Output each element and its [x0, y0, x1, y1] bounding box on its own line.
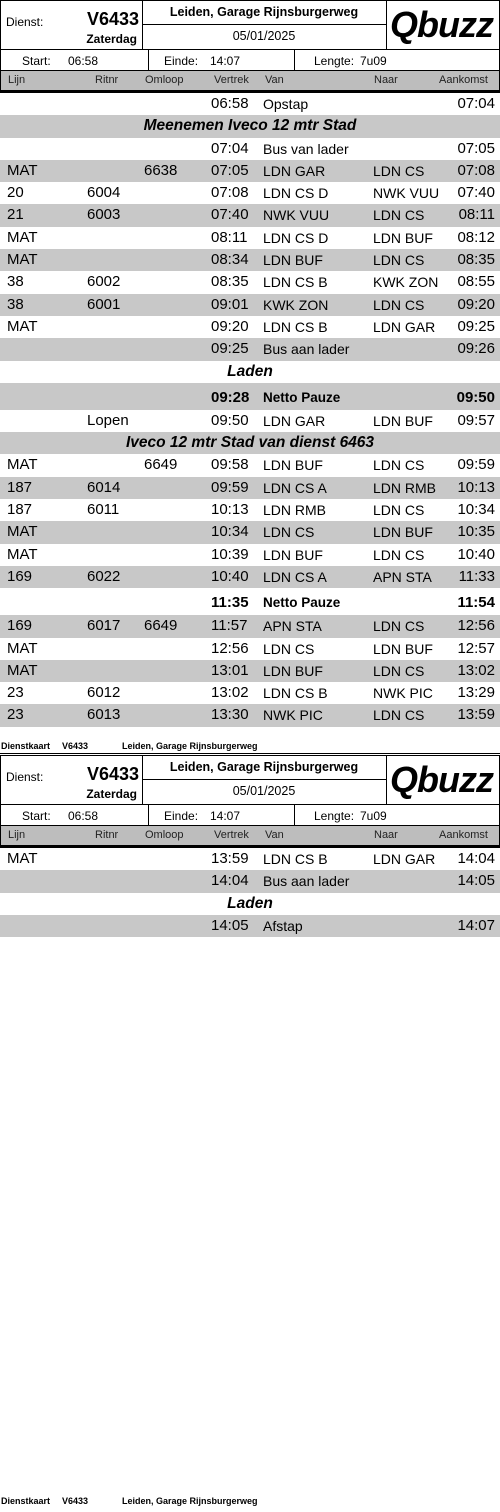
- section-title: Laden: [227, 362, 273, 380]
- duty-id-cell: [1, 1, 143, 49]
- einde-time: 14:07: [210, 54, 241, 68]
- col-aankomst: Aankomst: [439, 829, 488, 841]
- pause-label: Netto Pauze: [263, 389, 341, 405]
- dienst-label: Dienst:: [6, 15, 44, 29]
- cell-aankomst: 09:25: [457, 317, 495, 335]
- start-time: 06:58: [68, 809, 99, 823]
- section-title: Laden: [227, 894, 273, 912]
- duty-times-bar: [0, 805, 500, 826]
- cell-naar: NWK VUU: [373, 185, 440, 202]
- cell-lijn: MAT: [7, 251, 38, 269]
- cell-van: LDN BUF: [263, 662, 323, 679]
- cell-lijn: MAT: [7, 317, 38, 335]
- cell-naar: APN STA: [373, 568, 432, 585]
- col-van: Van: [265, 829, 284, 841]
- cell-van: LDN GAR: [263, 412, 326, 429]
- duty-times-bar: [0, 50, 500, 71]
- cell-aankomst: 07:40: [457, 184, 495, 202]
- cell-ritnr: 6012: [87, 684, 121, 702]
- location-date-cell: [142, 1, 387, 49]
- trip-row: [0, 93, 500, 115]
- cell-vertrek: 08:11: [211, 228, 248, 246]
- trip-row: [0, 249, 500, 271]
- cell-vertrek: 08:34: [211, 251, 249, 269]
- cell-naar: LDN GAR: [373, 318, 436, 335]
- cell-aankomst: 10:34: [457, 501, 495, 519]
- duty-card-page-1: [0, 0, 500, 740]
- cell-vertrek: 09:01: [211, 295, 249, 313]
- pause-end: 11:54: [457, 594, 495, 612]
- cell-aankomst: 13:59: [457, 706, 495, 724]
- duty-date: 05/01/2025: [232, 784, 296, 798]
- trip-row: [0, 638, 500, 660]
- cell-van: Afstap: [263, 917, 303, 934]
- cell-vertrek: 08:35: [211, 273, 249, 291]
- cell-ritnr: Lopen: [87, 411, 129, 429]
- trip-row: [0, 204, 500, 226]
- footer-location: Leiden, Garage Rijnsburgerweg: [122, 741, 258, 751]
- einde-label: Einde:: [164, 809, 199, 823]
- cell-lijn: 169: [7, 617, 33, 635]
- cell-vertrek: 13:59: [211, 850, 249, 867]
- cell-lijn: 23: [7, 706, 24, 724]
- lengte-value: 7u09: [360, 809, 387, 823]
- cell-naar: KWK ZON: [373, 274, 439, 291]
- cell-aankomst: 08:11: [458, 206, 495, 224]
- location-date-cell: [142, 756, 387, 804]
- cell-van: Bus van lader: [263, 140, 349, 157]
- cell-ritnr: 6003: [87, 206, 121, 224]
- cell-naar: LDN BUF: [373, 640, 433, 657]
- trip-row: [0, 499, 500, 521]
- trip-row: [0, 870, 500, 892]
- cell-van: Bus aan lader: [263, 873, 350, 890]
- einde-time: 14:07: [210, 809, 241, 823]
- cell-aankomst: 12:57: [457, 639, 495, 657]
- duty-date: 05/01/2025: [232, 29, 296, 43]
- cell-aankomst: 07:04: [457, 95, 495, 112]
- section-header: [0, 115, 500, 137]
- trip-row: [0, 410, 500, 432]
- cell-vertrek: 13:01: [211, 661, 249, 679]
- col-ritnr: Ritnr: [95, 74, 119, 86]
- cell-van: LDN CS: [263, 524, 315, 541]
- cell-aankomst: 13:29: [457, 684, 495, 702]
- column-header: [0, 71, 500, 91]
- cell-van: LDN CS B: [263, 274, 328, 291]
- cell-van: NWK VUU: [263, 207, 330, 224]
- start-time: 06:58: [68, 54, 99, 68]
- cell-vertrek: 07:05: [211, 161, 249, 179]
- cell-ritnr: 6002: [87, 273, 121, 291]
- cell-aankomst: 08:35: [457, 251, 495, 269]
- cell-van: LDN CS A: [263, 568, 327, 585]
- dienst-code: V6433: [86, 764, 139, 784]
- cell-omloop: 6638: [144, 161, 178, 179]
- trip-row: [0, 160, 500, 182]
- cell-aankomst: 09:57: [457, 411, 495, 429]
- cell-lijn: MAT: [7, 456, 38, 474]
- cell-vertrek: 07:04: [211, 139, 249, 157]
- cell-van: LDN BUF: [263, 252, 323, 269]
- cell-naar: LDN BUF: [373, 229, 433, 246]
- cell-naar: LDN CS: [373, 618, 425, 635]
- cell-lijn: 38: [7, 295, 24, 313]
- cell-van: LDN CS: [263, 640, 315, 657]
- cell-naar: NWK PIC: [373, 685, 433, 702]
- cell-van: LDN CS B: [263, 851, 328, 867]
- cell-vertrek: 09:58: [211, 456, 249, 474]
- trip-row: [0, 848, 500, 870]
- cell-van: LDN CS B: [263, 318, 328, 335]
- trip-row: [0, 477, 500, 499]
- cell-van: Bus aan lader: [263, 341, 350, 358]
- qbuzz-logo: Qbuzz: [390, 759, 493, 800]
- footer-code: V6433: [62, 741, 89, 751]
- footer-label: Dienstkaart: [1, 1496, 51, 1506]
- cell-aankomst: 14:05: [457, 872, 495, 890]
- col-ritnr: Ritnr: [95, 829, 119, 841]
- start-label: Start:: [22, 54, 51, 68]
- section-header: [0, 361, 500, 383]
- cell-naar: LDN BUF: [373, 524, 433, 541]
- cell-vertrek: 09:25: [211, 340, 249, 358]
- cell-omloop: 6649: [144, 617, 178, 635]
- section-header: [0, 432, 500, 454]
- cell-aankomst: 14:04: [457, 850, 495, 867]
- cell-naar: LDN CS: [373, 502, 425, 519]
- cell-vertrek: 09:59: [211, 478, 249, 496]
- cell-aankomst: 09:20: [457, 295, 495, 313]
- lengte-value: 7u09: [360, 54, 387, 68]
- cell-ritnr: 6013: [87, 706, 121, 724]
- trip-row: [0, 615, 500, 637]
- pause-start: 11:35: [211, 594, 249, 612]
- pause-row: [0, 383, 500, 410]
- qbuzz-logo: Qbuzz: [390, 4, 493, 45]
- cell-van: LDN RMB: [263, 502, 327, 519]
- trip-row: [0, 566, 500, 588]
- col-lijn: Lijn: [8, 829, 26, 841]
- cell-lijn: 38: [7, 273, 24, 291]
- trip-row: [0, 660, 500, 682]
- cell-ritnr: 6022: [87, 567, 121, 585]
- col-van: Van: [265, 74, 284, 86]
- duty-card-page-2: [0, 755, 500, 1512]
- lengte-label: Lengte:: [314, 809, 355, 823]
- cell-ritnr: 6014: [87, 478, 121, 496]
- col-naar: Naar: [374, 74, 398, 86]
- cell-vertrek: 10:39: [211, 545, 249, 563]
- cell-lijn: 23: [7, 684, 24, 702]
- cell-aankomst: 14:07: [457, 916, 495, 934]
- cell-naar: LDN CS: [373, 546, 425, 563]
- trip-table: [0, 848, 500, 937]
- footer-label: Dienstkaart: [1, 741, 51, 751]
- garage-location: Leiden, Garage Rijnsburgerweg: [142, 1, 386, 25]
- trip-row: [0, 544, 500, 566]
- cell-vertrek: 09:20: [211, 317, 249, 335]
- cell-naar: LDN CS: [373, 296, 425, 313]
- cell-naar: LDN CS: [373, 707, 425, 724]
- cell-van: LDN CS A: [263, 479, 327, 496]
- cell-lijn: 169: [7, 567, 33, 585]
- einde-label: Einde:: [164, 54, 199, 68]
- cell-lijn: MAT: [7, 639, 38, 657]
- cell-aankomst: 08:12: [457, 228, 495, 246]
- cell-aankomst: 08:55: [457, 273, 495, 291]
- cell-van: NWK PIC: [263, 707, 323, 724]
- cell-naar: LDN BUF: [373, 412, 433, 429]
- cell-lijn: 187: [7, 501, 33, 519]
- start-label: Start:: [22, 809, 51, 823]
- trip-row: [0, 338, 500, 360]
- cell-van: KWK ZON: [263, 296, 329, 313]
- cell-lijn: MAT: [7, 850, 38, 867]
- cell-lijn: 21: [7, 206, 24, 224]
- pause-label: Netto Pauze: [263, 595, 341, 611]
- cell-aankomst: 10:40: [457, 545, 495, 563]
- cell-lijn: MAT: [7, 545, 38, 563]
- cell-van: LDN BUF: [263, 457, 323, 474]
- duty-header: [0, 755, 500, 805]
- trip-row: [0, 316, 500, 338]
- cell-lijn: 187: [7, 478, 33, 496]
- cell-aankomst: 11:33: [458, 567, 495, 585]
- section-header: [0, 893, 500, 915]
- cell-van: LDN BUF: [263, 546, 323, 563]
- col-vertrek: Vertrek: [214, 829, 249, 841]
- cell-lijn: MAT: [7, 523, 38, 541]
- cell-naar: LDN CS: [373, 207, 425, 224]
- cell-van: LDN CS B: [263, 685, 328, 702]
- cell-ritnr: 6011: [87, 501, 120, 519]
- col-lijn: Lijn: [8, 74, 26, 86]
- trip-row: [0, 915, 500, 937]
- col-omloop: Omloop: [145, 829, 184, 841]
- trip-row: [0, 138, 500, 160]
- footer-code: V6433: [62, 1496, 89, 1506]
- column-header: [0, 826, 500, 846]
- cell-vertrek: 14:04: [211, 872, 249, 890]
- cell-vertrek: 09:50: [211, 411, 249, 429]
- cell-lijn: MAT: [7, 228, 38, 246]
- cell-naar: LDN CS: [373, 662, 425, 679]
- cell-van: LDN CS D: [263, 229, 329, 246]
- trip-row: [0, 271, 500, 293]
- trip-table: [0, 93, 500, 727]
- col-omloop: Omloop: [145, 74, 184, 86]
- trip-row: [0, 521, 500, 543]
- section-title: Iveco 12 mtr Stad van dienst 6463: [125, 434, 375, 452]
- cell-vertrek: 13:30: [211, 706, 249, 724]
- cell-naar: LDN CS: [373, 252, 425, 269]
- duty-id-cell: [1, 756, 143, 804]
- cell-aankomst: 09:26: [457, 340, 495, 358]
- dienst-code: V6433: [86, 9, 139, 29]
- cell-vertrek: 07:40: [211, 206, 249, 224]
- cell-van: LDN CS D: [263, 185, 329, 202]
- section-title: Meenemen Iveco 12 mtr Stad: [143, 117, 357, 135]
- cell-lijn: MAT: [7, 161, 38, 179]
- cell-aankomst: 09:59: [457, 456, 495, 474]
- cell-vertrek: 11:57: [211, 617, 248, 635]
- cell-aankomst: 13:02: [457, 661, 495, 679]
- cell-naar: LDN CS: [373, 162, 425, 179]
- cell-ritnr: 6017: [87, 617, 121, 635]
- pause-start: 09:28: [211, 388, 250, 406]
- col-vertrek: Vertrek: [214, 74, 249, 86]
- dienst-label: Dienst:: [6, 770, 44, 784]
- pause-row: [0, 588, 500, 615]
- cell-aankomst: 10:35: [457, 523, 495, 541]
- cell-van: APN STA: [263, 618, 322, 635]
- pause-end: 09:50: [456, 388, 495, 406]
- trip-row: [0, 704, 500, 726]
- cell-ritnr: 6001: [87, 295, 121, 313]
- cell-aankomst: 12:56: [457, 617, 495, 635]
- cell-lijn: MAT: [7, 661, 38, 679]
- col-naar: Naar: [374, 829, 398, 841]
- cell-vertrek: 10:13: [211, 501, 249, 519]
- trip-row: [0, 182, 500, 204]
- lengte-label: Lengte:: [314, 54, 355, 68]
- cell-vertrek: 14:05: [211, 916, 249, 934]
- cell-aankomst: 07:08: [457, 161, 495, 179]
- col-aankomst: Aankomst: [439, 74, 488, 86]
- trip-row: [0, 682, 500, 704]
- footer-location: Leiden, Garage Rijnsburgerweg: [122, 1496, 258, 1506]
- garage-location: Leiden, Garage Rijnsburgerweg: [142, 756, 386, 780]
- cell-vertrek: 10:40: [211, 567, 249, 585]
- day-label: Zaterdag: [86, 32, 137, 46]
- cell-naar: LDN CS: [373, 457, 425, 474]
- cell-naar: LDN GAR: [373, 851, 436, 867]
- duty-header: [0, 0, 500, 50]
- day-label: Zaterdag: [86, 787, 137, 801]
- trip-row: [0, 227, 500, 249]
- cell-aankomst: 07:05: [457, 139, 495, 157]
- trip-row: [0, 454, 500, 476]
- cell-omloop: 6649: [144, 456, 178, 474]
- trip-row: [0, 294, 500, 316]
- cell-naar: LDN RMB: [373, 479, 437, 496]
- cell-van: Opstap: [263, 96, 309, 112]
- cell-lijn: 20: [7, 184, 24, 202]
- cell-vertrek: 13:02: [211, 684, 249, 702]
- cell-aankomst: 10:13: [457, 478, 495, 496]
- cell-vertrek: 06:58: [211, 95, 249, 112]
- cell-vertrek: 07:08: [211, 184, 249, 202]
- cell-vertrek: 12:56: [211, 639, 249, 657]
- cell-van: LDN GAR: [263, 162, 326, 179]
- cell-ritnr: 6004: [87, 184, 121, 202]
- cell-vertrek: 10:34: [211, 523, 249, 541]
